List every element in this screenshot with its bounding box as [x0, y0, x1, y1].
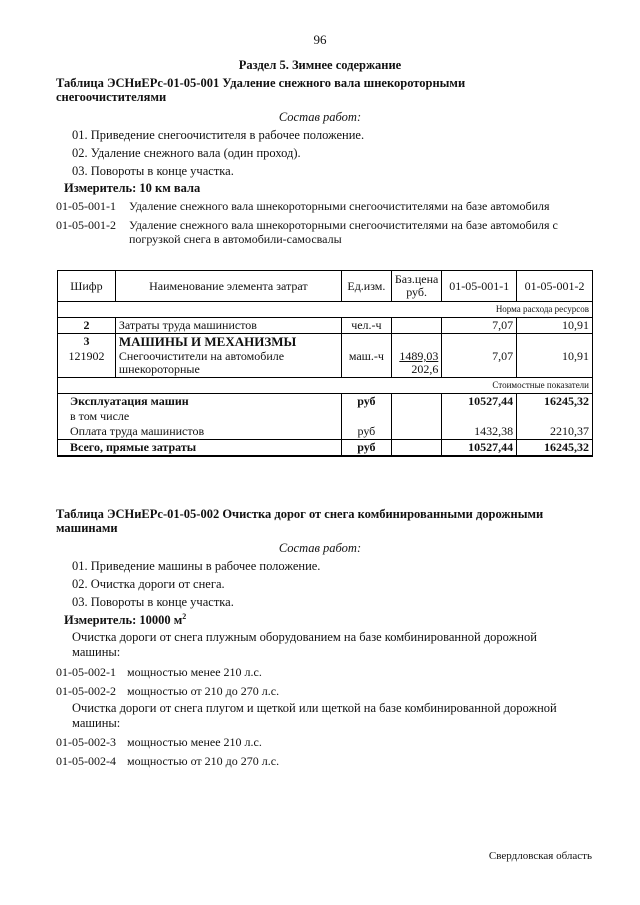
- pay-v2: 2210,37: [517, 424, 593, 440]
- izmeritel-sup: 2: [182, 612, 187, 621]
- table1-item-1-desc: Удаление снежного вала шнекороторными снегоочистителями на базе автомобиля: [129, 199, 550, 213]
- labor-code: 2: [58, 318, 116, 334]
- table2-item-2-code: 01-05-002-2: [56, 684, 116, 698]
- pay-name: Оплата труда машинистов: [58, 424, 342, 440]
- pay-unit: руб: [341, 424, 391, 440]
- exploit-unit: руб: [341, 394, 391, 410]
- mach-unit: маш.-ч: [341, 349, 391, 378]
- mach-price-2: 202,6: [411, 362, 439, 376]
- norma-row: [58, 302, 593, 318]
- table2-item-3-desc: мощностью менее 210 л.с.: [127, 735, 262, 749]
- header-shifr: Шифр: [58, 271, 116, 302]
- mach-price-1: 1489,03: [399, 349, 439, 363]
- section-title: Раздел 5. Зимнее содержание: [238, 58, 402, 72]
- table-row: [58, 349, 593, 378]
- header-col1: 01-05-001-1: [442, 271, 517, 302]
- header-base-price: Баз.цена руб.: [391, 271, 441, 302]
- cost-row: [58, 378, 593, 394]
- table2-work-1: 01. Приведение машины в рабочее положение.: [72, 559, 321, 573]
- table2-item-1-code: 01-05-002-1: [56, 665, 116, 679]
- table1-izmeritel: Измеритель: 10 км вала: [64, 181, 201, 195]
- total-v1: 10527,44: [442, 440, 517, 457]
- mach-name-2: шнекороторные: [118, 362, 200, 376]
- table-row: [58, 424, 593, 440]
- incl-name: в том числе: [58, 409, 342, 424]
- header-unit: Ед.изм.: [341, 271, 391, 302]
- table2-work-3: 03. Повороты в конце участка.: [72, 595, 234, 609]
- norma-label: Норма расхода ресурсов: [58, 302, 593, 318]
- table-row: [58, 334, 593, 350]
- exploit-v2: 16245,32: [517, 394, 593, 410]
- table1-sostav: Состав работ:: [278, 110, 362, 124]
- table1-item-2-desc: Удаление снежного вала шнекороторными снегоочистителями на базе автомобиля с погрузкой снега в автомобили-самосвалы: [129, 218, 558, 246]
- total-unit: руб: [341, 440, 391, 457]
- table2-work-2: 02. Очистка дороги от снега.: [72, 577, 225, 591]
- exploit-name: Эксплуатация машин: [58, 394, 342, 410]
- table-row: [58, 409, 593, 424]
- izmeritel-text: Измеритель: 10000 м: [64, 613, 183, 628]
- table2-group2: Очистка дороги от снега плугом и щеткой или щеткой на базе комбинированной дорожной машины:: [72, 701, 557, 730]
- labor-name: Затраты труда машинистов: [115, 318, 341, 334]
- table2-item-2-desc: мощностью от 210 до 270 л.с.: [127, 684, 280, 698]
- table1-work-3: 03. Повороты в конце участка.: [72, 164, 234, 178]
- header-name: Наименование элемента затрат: [115, 271, 341, 302]
- total-v2: 16245,32: [517, 440, 593, 457]
- labor-unit: чел.-ч: [341, 318, 391, 334]
- pay-v1: 1432,38: [442, 424, 517, 440]
- table-header-row: [58, 271, 593, 302]
- table2-title: Таблица ЭСНиЕРс-01-05-002 Очистка дорог от снега комбинированными дорожными машинами: [56, 507, 544, 535]
- table-row: [58, 394, 593, 410]
- mach-head-name: МАШИНЫ И МЕХАНИЗМЫ: [115, 334, 341, 350]
- mach-v2: 10,91: [517, 349, 593, 378]
- table2-item-4-desc: мощностью от 210 до 270 л.с.: [127, 754, 280, 768]
- mach-v1: 7,07: [442, 349, 517, 378]
- table-row: [58, 440, 593, 457]
- cost-label: Стоимостные показатели: [58, 378, 593, 394]
- resource-table: [57, 270, 593, 457]
- table2-izmeritel: [64, 612, 186, 628]
- mach-name-1: Снегоочистители на автомобиле: [118, 349, 285, 363]
- labor-v1: 7,07: [442, 318, 517, 334]
- table2-item-3-code: 01-05-002-3: [56, 735, 116, 749]
- table1-title: Таблица ЭСНиЕРс-01-05-001 Удаление снежного вала шнекороторными снегоочистителями: [56, 76, 466, 104]
- labor-v2: 10,91: [517, 318, 593, 334]
- footer-region: Свердловская область: [488, 850, 592, 862]
- table2-item-1-desc: мощностью менее 210 л.с.: [127, 665, 262, 679]
- mach-head-code: 3: [58, 334, 116, 350]
- table2-group1: Очистка дороги от снега плужным оборудованием на базе комбинированной дорожной машины:: [72, 630, 537, 659]
- table2-item-4-code: 01-05-002-4: [56, 754, 116, 768]
- table-row: [58, 318, 593, 334]
- mach-code: 121902: [58, 349, 116, 378]
- header-col2: 01-05-001-2: [517, 271, 593, 302]
- table1-item-2-code: 01-05-001-2: [56, 218, 116, 232]
- table1-work-2: 02. Удаление снежного вала (один проход).: [72, 146, 301, 160]
- table1-work-1: 01. Приведение снегоочистителя в рабочее положение.: [72, 128, 365, 142]
- exploit-v1: 10527,44: [442, 394, 517, 410]
- total-name: Всего, прямые затраты: [58, 440, 342, 457]
- page-number: 96: [313, 32, 327, 47]
- table1-item-1-code: 01-05-001-1: [56, 199, 116, 213]
- table2-sostav: Состав работ:: [278, 541, 362, 555]
